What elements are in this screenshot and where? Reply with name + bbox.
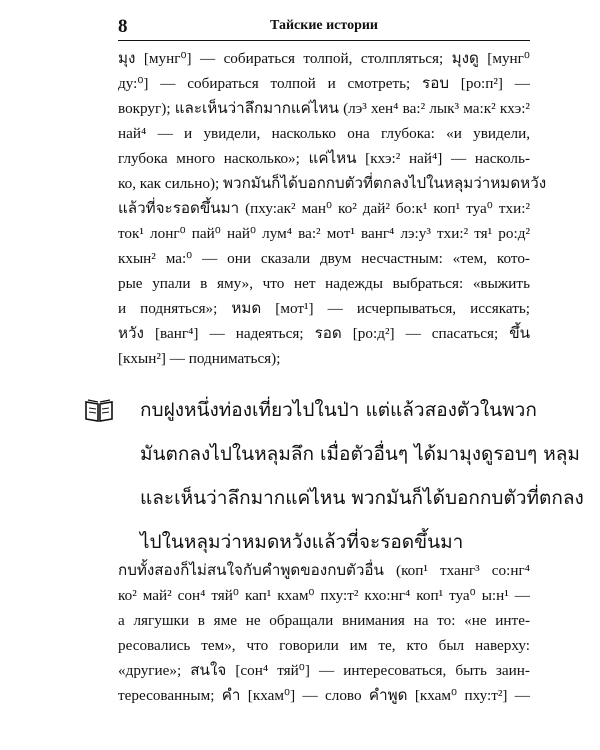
text-line: มุง [мунг⁰] — собираться толпой, столпляться; มุงดู [мунг⁰ bbox=[118, 50, 530, 67]
text-line: ду:⁰] — собираться толпой и смотреть; รอบ [ро:п²] — bbox=[118, 75, 530, 92]
text-line: ток¹ лонг⁰ пай⁰ най⁰ лум⁴ ва:² мот¹ ванг⁴ лэ:у³ тхи:² тя¹ ро:д² bbox=[118, 225, 530, 242]
open-book-icon bbox=[84, 398, 114, 422]
text-line: тересованным; คำ [кхам⁰] — слово คำพูด [кхам⁰ пху:т²] — bbox=[118, 687, 530, 704]
page-header bbox=[118, 14, 530, 41]
page-number: 8 bbox=[118, 16, 128, 37]
text-line: ресовались тем», что говорили им те, кто был наверху: bbox=[118, 637, 530, 654]
text-line: กบทั้งสองก็ไม่สนใจกับคำพูดของกบตัวอื่น (коп¹ тханг³ со:нг⁴ bbox=[118, 562, 530, 579]
text-line: แล้วที่จะรอดขึ้นมา (пху:ак² ман⁰ ко² дай² бо:к¹ коп¹ туа⁰ тхи:² bbox=[118, 200, 530, 217]
text-line: и подняться»; หมด [мот¹] — исчерпываться, иссякать; bbox=[118, 300, 530, 317]
text-line: ко, как сильно); พวกมันก็ได้บอกกบตัวที่ตกลงไปในหลุมว่าหมดหวัง bbox=[118, 175, 547, 192]
text-line: а лягушки в яме не обращали внимания на то: «не инте- bbox=[118, 612, 530, 629]
thai-line: มันตกลงไปในหลุมลึก เมื่อตัวอื่นๆ ได้มามุงดูรอบๆ หลุม bbox=[140, 443, 580, 465]
thai-reading-paragraph bbox=[140, 388, 584, 564]
text-line: «другие»; สนใจ [сон⁴ тяй⁰] — интересоваться, быть заин- bbox=[118, 662, 530, 679]
text-line: หวัง [ванг⁴] — надеяться; รอด [ро:д²] — спасаться; ขึ้น bbox=[118, 325, 530, 342]
thai-line: กบฝูงหนึ่งท่องเที่ยวไปในป่า แต่แล้วสองตัวในพวก bbox=[140, 399, 537, 421]
running-title: Тайские истории bbox=[269, 18, 378, 33]
thai-line: ไปในหลุมว่าหมดหวังแล้วที่จะรอดขึ้นมา bbox=[140, 531, 464, 553]
text-line: глубока много насколько»; แค่ไหน [кхэ:² най⁴] — насколь- bbox=[118, 150, 530, 167]
glossary-entry-1 bbox=[118, 46, 547, 371]
text-line: кхын² ма:⁰ — они сказали двум несчастным: «тем, кото- bbox=[118, 250, 530, 267]
text-line: [кхын²] — подниматься); bbox=[118, 350, 281, 367]
text-line: ко² май² сон⁴ тяй⁰ кап¹ кхам⁰ пху:т² кхо:нг⁴ коп¹ туа⁰ ы:н¹ — bbox=[118, 587, 530, 604]
text-line: вокруг); และเห็นว่าลึกมากแค่ไหน (лэ³ хен⁴ ва:² лык³ ма:к² кхэ:² bbox=[118, 100, 530, 117]
glossary-entry-2 bbox=[118, 558, 530, 708]
text-line: най⁴ — и увидели, насколько она глубока: «и увидели, bbox=[118, 125, 530, 142]
thai-line: และเห็นว่าลึกมากแค่ไหน พวกมันก็ได้บอกกบตัวที่ตกลง bbox=[140, 487, 584, 509]
text-line: рые упали в яму», что нет надежды выбраться: «выжить bbox=[118, 275, 530, 292]
